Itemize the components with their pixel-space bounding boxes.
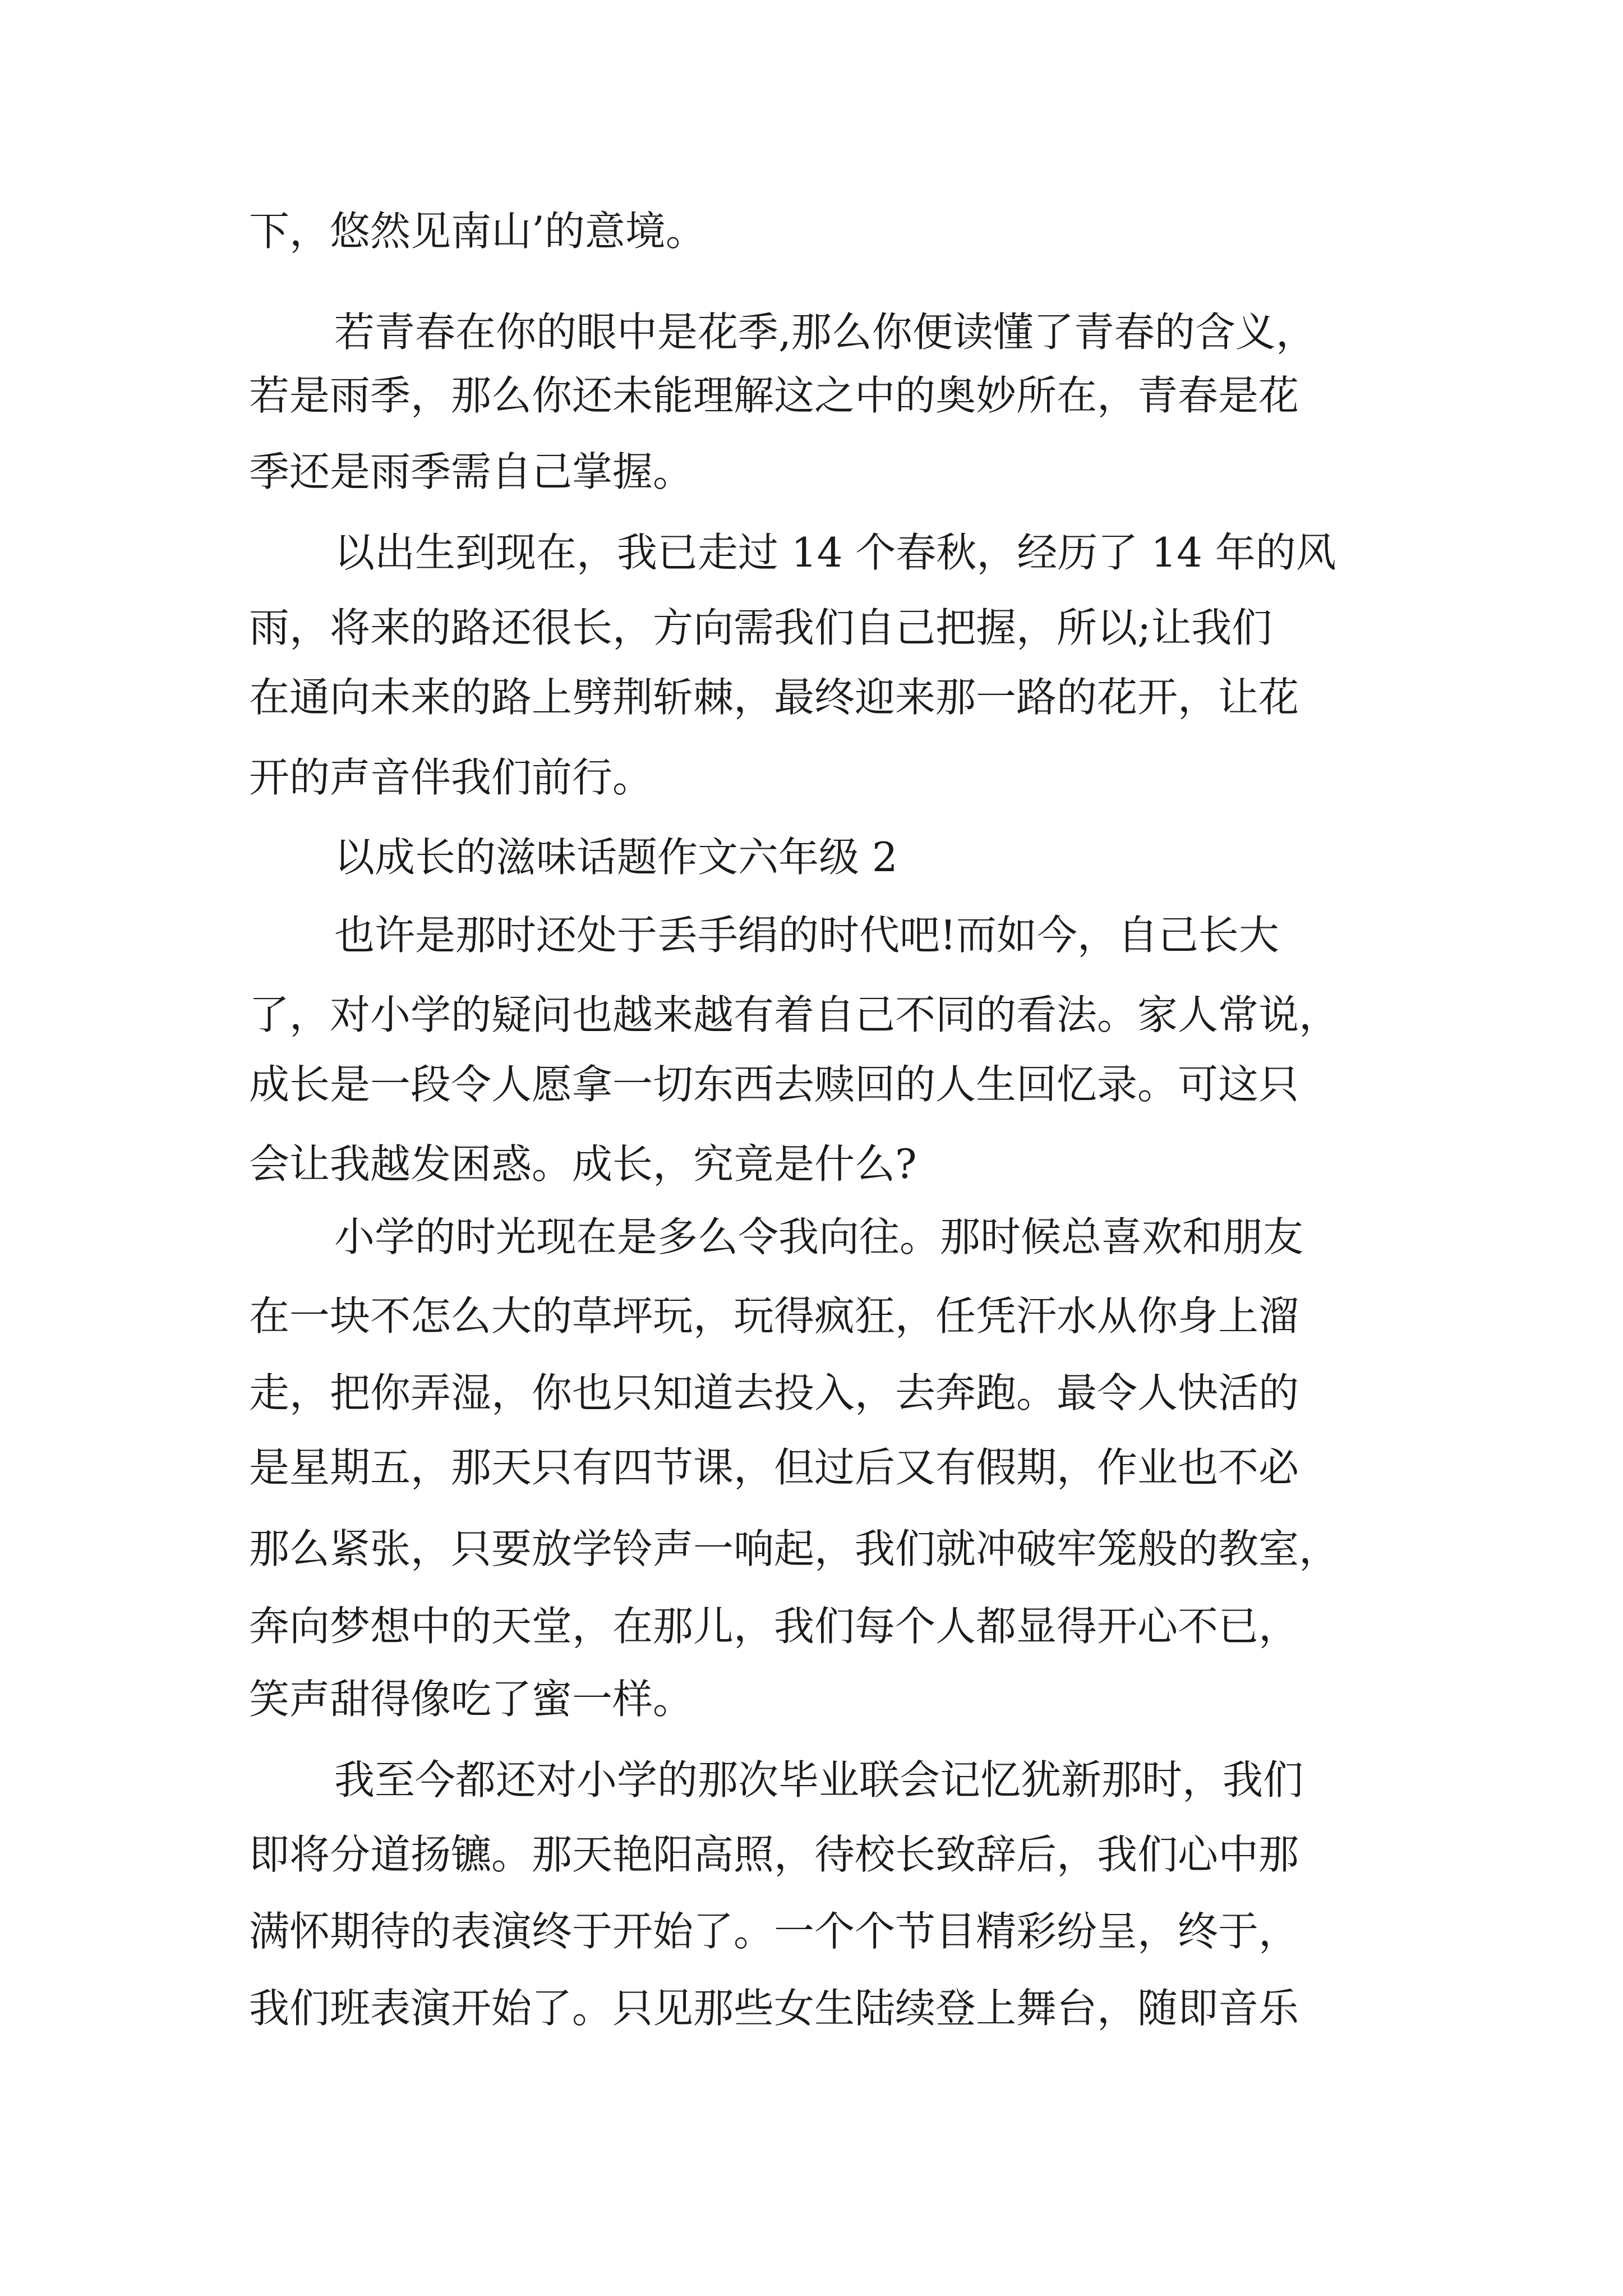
text-line: 成长是一段令人愿拿一切东西去赎回的人生回忆录。可这只 bbox=[249, 1061, 1299, 1108]
text-line: 若是雨季，那么你还未能理解这之中的奥妙所在，青春是花 bbox=[249, 372, 1299, 419]
text-line: 以出生到现在，我已走过 14 个春秋，经历了 14 年的风 bbox=[334, 529, 1336, 576]
text-line: 在一块不怎么大的草坪玩，玩得疯狂，任凭汗水从你身上溜 bbox=[249, 1292, 1299, 1340]
text-line: 雨，将来的路还很长，方向需我们自己把握，所以;让我们 bbox=[249, 604, 1272, 651]
text-line: 了，对小学的疑问也越来越有着自己不同的看法。家人常说， bbox=[249, 991, 1340, 1038]
text-line: 走，把你弄湿，你也只知道去投入，去奔跑。最令人快活的 bbox=[249, 1369, 1299, 1416]
text-line: 是星期五，那天只有四节课，但过后又有假期，作业也不必 bbox=[249, 1444, 1299, 1491]
text-line: 会让我越发困惑。成长，究竟是什么? bbox=[249, 1140, 917, 1188]
text-line: 季还是雨季需自己掌握。 bbox=[249, 448, 694, 495]
text-line: 我至今都还对小学的那次毕业联会记忆犹新那时，我们 bbox=[334, 1756, 1304, 1803]
text-line: 开的声音伴我们前行。 bbox=[249, 754, 653, 801]
text-line: 也许是那时还处于丢手绢的时代吧!而如今，自己长大 bbox=[334, 912, 1279, 959]
text-line: 下，悠然见南山’的意境。 bbox=[249, 208, 706, 255]
section-heading: 以成长的滋味话题作文六年级 2 bbox=[334, 834, 898, 881]
text-line: 笑声甜得像吃了蜜一样。 bbox=[249, 1676, 694, 1723]
text-line: 在通向未来的路上劈荆斩棘，最终迎来那一路的花开，让花 bbox=[249, 674, 1299, 721]
text-line: 那么紧张，只要放学铃声一响起，我们就冲破牢笼般的教室， bbox=[249, 1525, 1340, 1572]
text-line: 我们班表演开始了。只见那些女生陆续登上舞台，随即音乐 bbox=[249, 1985, 1299, 2032]
text-line: 小学的时光现在是多么令我向往。那时候总喜欢和朋友 bbox=[334, 1213, 1304, 1260]
text-line: 满怀期待的表演终于开始了。一个个节目精彩纷呈，终于， bbox=[249, 1908, 1299, 1955]
text-line: 若青春在你的眼中是花季,那么你便读懂了青春的含义， bbox=[334, 309, 1316, 356]
text-line: 奔向梦想中的天堂，在那儿，我们每个人都显得开心不已， bbox=[249, 1603, 1299, 1650]
text-line: 即将分道扬镳。那天艳阳高照，待校长致辞后，我们心中那 bbox=[249, 1831, 1299, 1878]
